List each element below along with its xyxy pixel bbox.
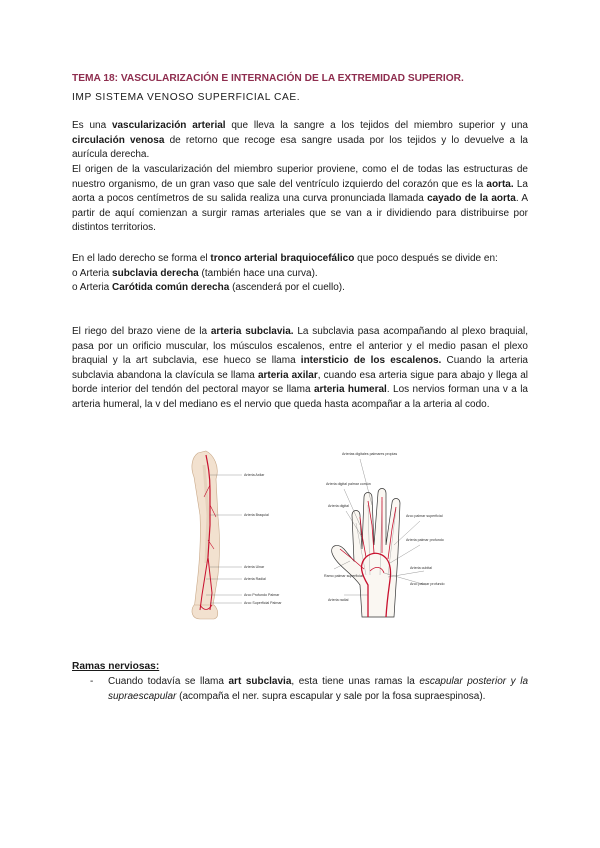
svg-text:Arterias digitales palmares pr: Arterias digitales palmares propias — [342, 452, 398, 456]
svg-text:Arco palmar profundo: Arco palmar profundo — [410, 582, 445, 586]
paragraph-right-side: En el lado derecho se forma el tronco arterial braquiocefálico que poco después se divide en: o Arteria subclavia derecha (también hace una curva). o Arteria Carótida común derecha (ascenderá por el cuello). — [72, 252, 528, 296]
svg-text:Arteria Radial: Arteria Radial — [244, 577, 266, 581]
list-item: o Arteria subclavia derecha (también hace una curva). — [72, 267, 318, 279]
page-title: TEMA 18: VASCULARIZACIÓN E INTERNACIÓN DE LA EXTREMIDAD SUPERIOR. — [72, 73, 464, 84]
page-subtitle: IMP SISTEMA VENOSO SUPERFICIAL CAE. — [72, 92, 301, 103]
svg-text:Arco Superficial Palmar: Arco Superficial Palmar — [244, 601, 282, 605]
svg-text:Arco palmar superficial: Arco palmar superficial — [406, 514, 443, 518]
bullet-text: Cuando todavía se llama art subclavia, esta tiene unas ramas la escapular posterior y la supraescapular (acompaña el ner. supra escapular y sale por la fosa supraespinosa). — [108, 676, 528, 702]
svg-text:Arco Profundo Palmar: Arco Profundo Palmar — [244, 593, 280, 597]
bullet-dash: - — [90, 676, 94, 687]
svg-text:Arteria Axilar: Arteria Axilar — [244, 473, 265, 477]
paragraph-origin: El origen de la vascularización del miembro superior proviene, como el de todas las estructuras de nuestro organismo, de un gran vaso que sale del ventrículo izquierdo del corazón que es la aorta. La aorta a pocos centímetros de su salida realiza una curva pronunciada llamada cayado de la aorta. A partir de aquí comienzan a surgir ramas arteriales que se van a ir dividiendo para distribuirse por distintos territorios. — [72, 164, 528, 234]
hand-arteries-illustration — [322, 445, 447, 623]
list-item: o Arteria Carótida común derecha (ascenderá por el cuello). — [72, 282, 345, 294]
svg-text:Arteria digital palmar común: Arteria digital palmar común — [326, 482, 371, 486]
figures — [150, 445, 550, 625]
svg-text:Arteria palmar profundo: Arteria palmar profundo — [406, 538, 444, 542]
svg-text:Arteria cubital: Arteria cubital — [410, 566, 432, 570]
svg-text:Arteria Ulnar: Arteria Ulnar — [244, 565, 265, 569]
paragraph-intro: Es una vascularización arterial que lleva la sangre a los tejidos del miembro superior y una circulación venosa de retorno que recoge esa sangre usada por los tejidos y lo devuelve a la aurícula derecha. — [72, 120, 528, 161]
arm-arteries-illustration — [170, 445, 315, 620]
svg-text:Arteria Braquial: Arteria Braquial — [244, 513, 269, 517]
section-title-nerve-branches: Ramas nerviosas: — [72, 661, 160, 672]
svg-text:Arteria digital: Arteria digital — [328, 504, 349, 508]
paragraph-arm-irrigation: El riego del brazo viene de la arteria subclavia. La subclavia pasa acompañando al plexo braquial, pasa por un orificio muscular, los músculos escalenos, entre el anterior y el medio pasan el plexo braquial y la art subclavia, ese hueco se llama intersticio de los escalenos. Cuando la arteria subclavia abandona la clavícula se llama arteria axilar, cuando esa arteria sigue para abajo y llega al borde interior del tendón del pectoral mayor se llama arteria humeral. Los nervios forman una v a la arteria humeral, la v del mediano es el nervio que queda hasta acompañar a la arteria al codo. — [72, 326, 529, 410]
svg-text:Ramo palmar superficial: Ramo palmar superficial — [324, 574, 363, 578]
svg-text:Arteria radial: Arteria radial — [328, 598, 349, 602]
